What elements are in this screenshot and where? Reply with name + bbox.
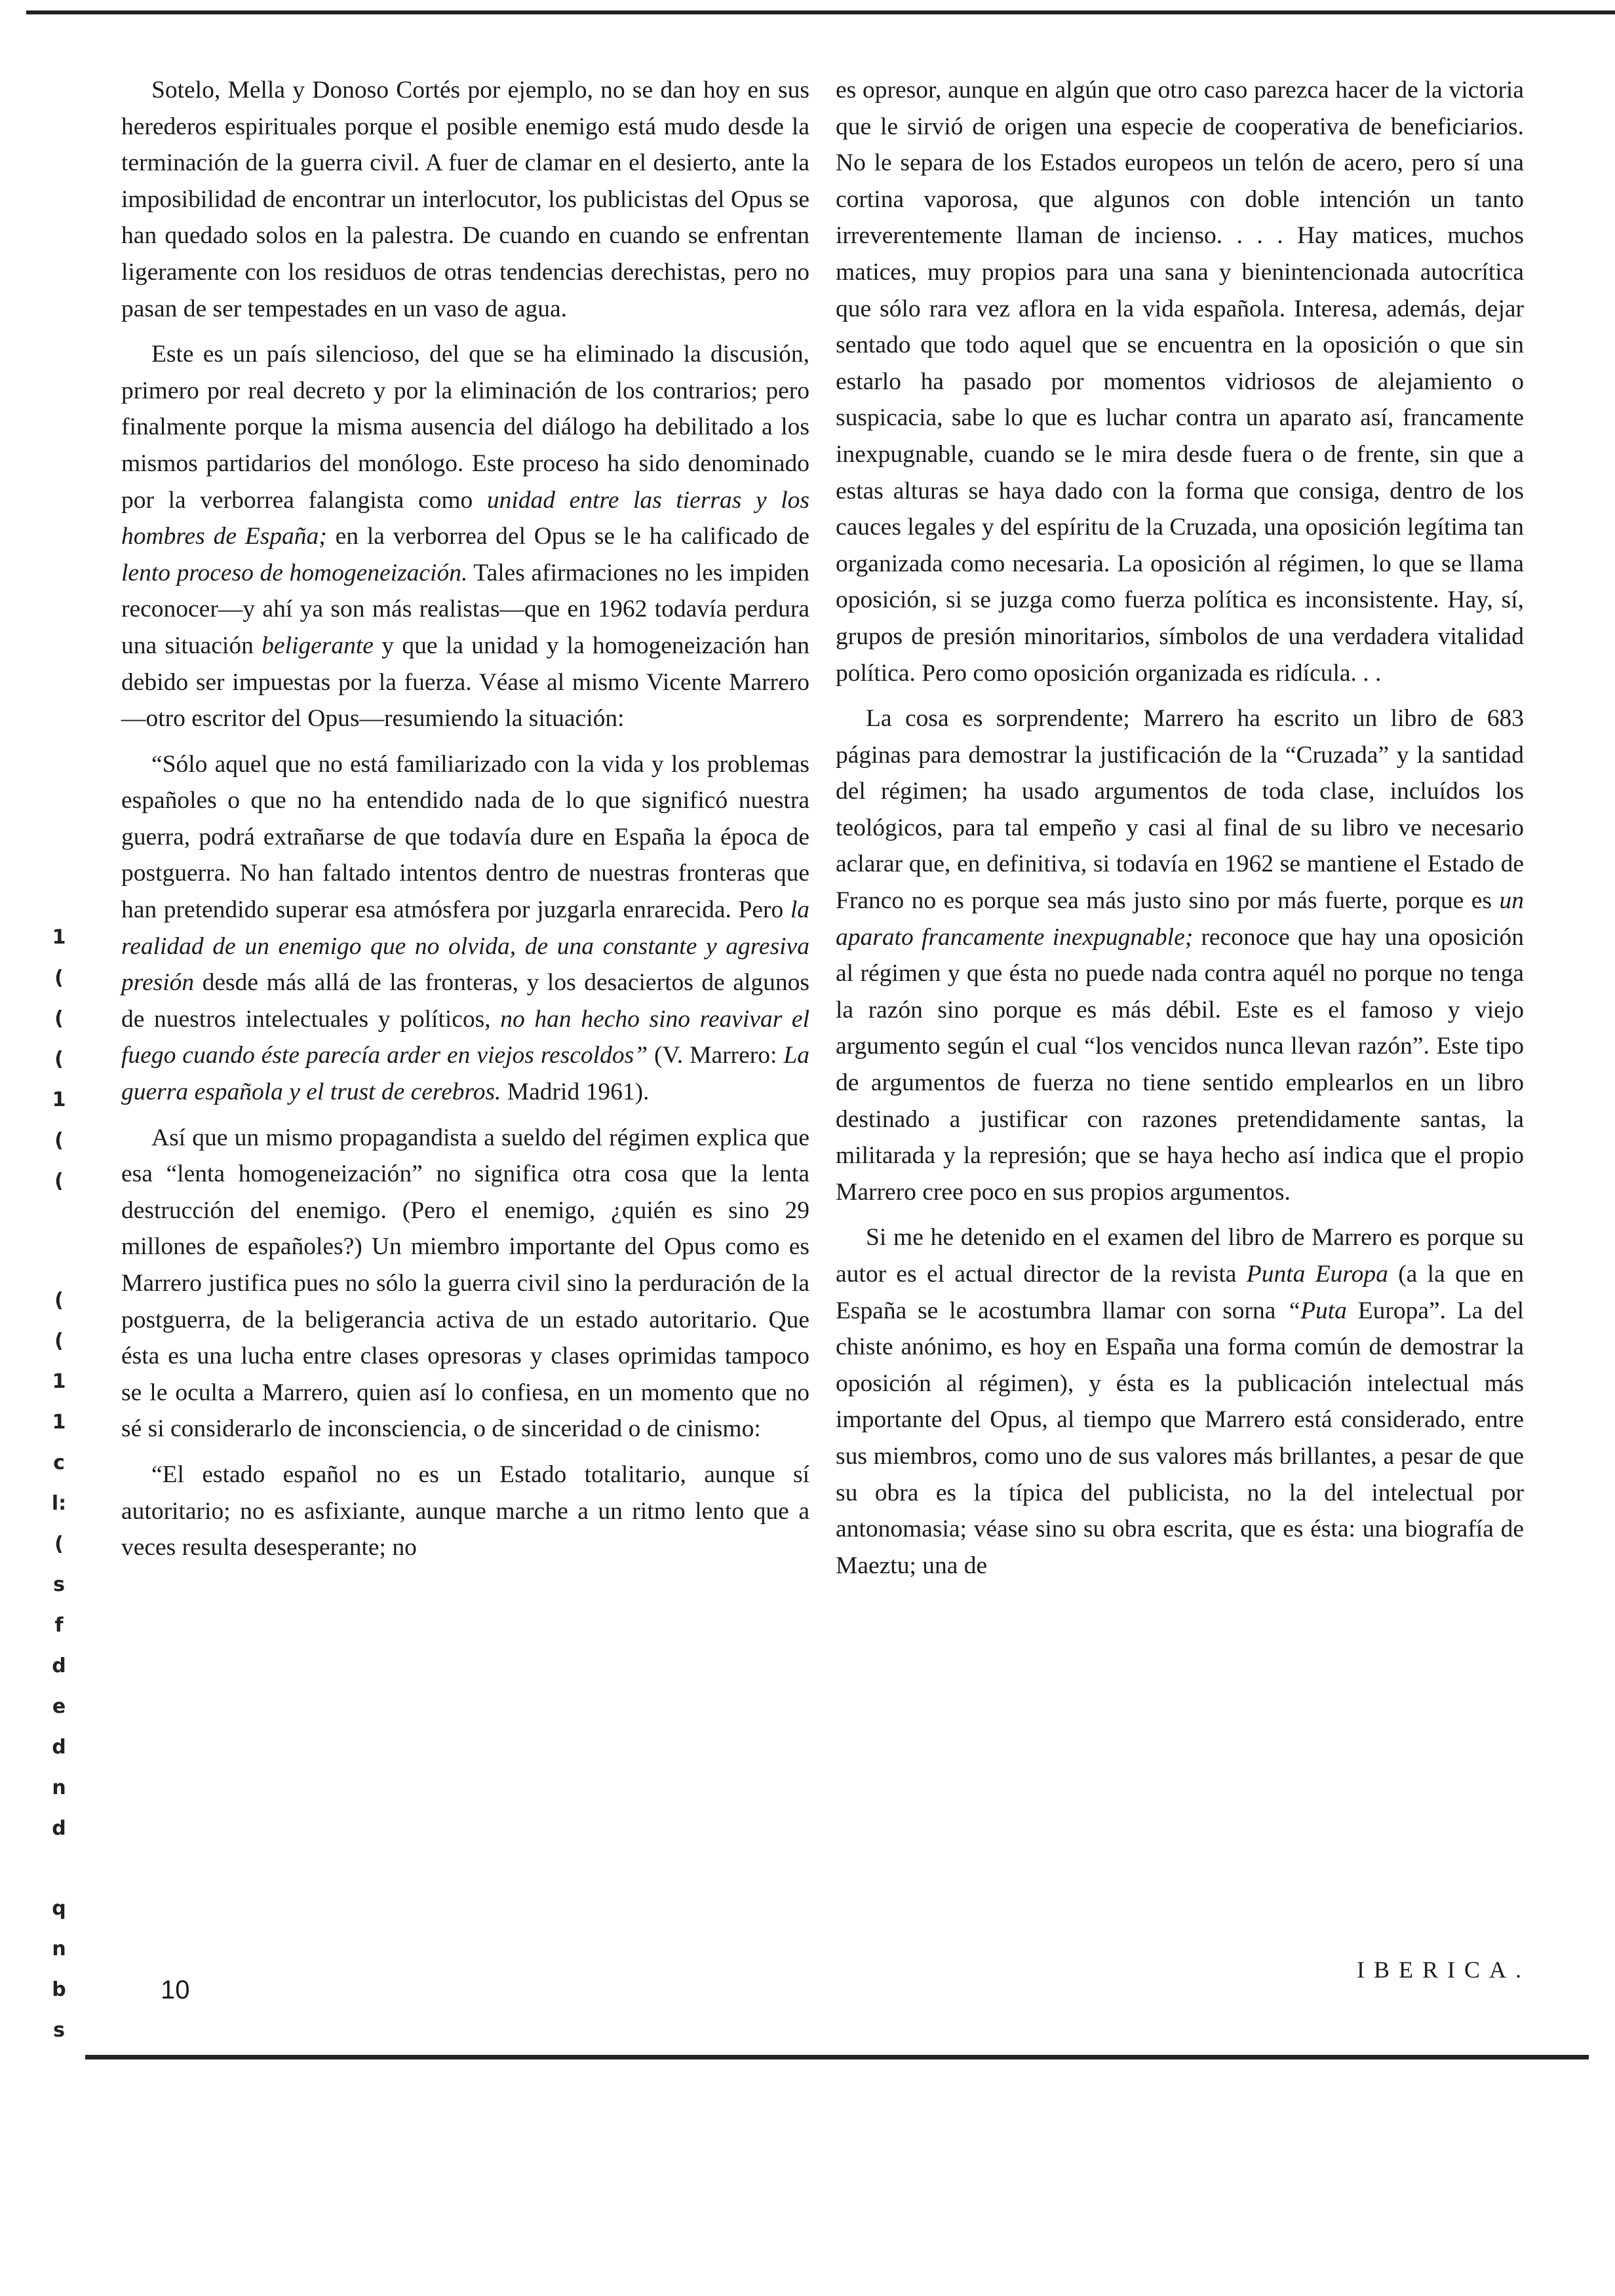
page-number: 10 (161, 1976, 190, 2004)
italic-text: no han hecho sino reavivar el fuego cuando éste parecía arder en viejos rescoldos” (121, 1005, 809, 1069)
italic-text: “Puta (1287, 1297, 1347, 1324)
margin-mark: ( (54, 1289, 64, 1312)
text-run: “Sólo aquel que no está familiarizado con la vida y los problemas españoles o que no ha entendido nada de lo que significó nuestra guerra, podrá extrañarse de que todavía dure en España la época de postguerra. No han faltado intentos dentro de nuestras fronteras que han pretendido superar esa atmósfera por juzgarla enrarecida. Pero (121, 750, 809, 924)
margin-mark: ( (54, 1330, 64, 1352)
italic-text: un aparato francamente inexpugnable; (836, 887, 1524, 951)
bottom-rule (85, 2055, 1589, 2059)
margin-mark: d (52, 1817, 66, 1840)
text-run: Si me he detenido en el examen del libro de Marrero es porque su autor es el actual director de la revista (836, 1224, 1524, 1288)
italic-text: lento proceso de homogeneización. (121, 559, 468, 586)
left-column (121, 72, 809, 1575)
margin-mark: 1 (52, 926, 66, 949)
text-run: Madrid 1961). (501, 1079, 650, 1106)
running-title: IBERICA. (1357, 1957, 1530, 1983)
text-run: Sotelo, Mella y Donoso Cortés por ejemplo, no se dan hoy en sus herederos espirituales porque el posible enemigo está mudo desde la terminación de la guerra civil. A fuer de clamar en el desierto, ante la imposibilidad de encontrar un interlocutor, los publicistas del Opus se han quedado solos en la palestra. De cuando en cuando se enfrentan ligeramente con los residuos de otras tendencias derechistas, pero no pasan de ser tempestades en un vaso de agua. (121, 77, 809, 322)
margin-mark: ( (54, 1129, 64, 1152)
margin-mark: d (52, 1736, 66, 1759)
text-run: (a la que en España se le acostumbra llamar con sorna (836, 1261, 1525, 1324)
margin-mark: e (52, 1695, 66, 1718)
margin-mark: ( (54, 966, 64, 989)
right-column (836, 72, 1524, 1593)
paragraph (121, 746, 809, 1111)
text-run: en la verborrea del Opus se le ha calificado de (326, 523, 809, 550)
margin-mark: ( (54, 1048, 64, 1071)
text-run: Europa”. La del chiste anónimo, es hoy en España una forma común de demostrar la oposición al régimen), y ésta es la publicación intelectual más importante del Opus, al tiempo que Marrero está considerado, entre sus miembros, como uno de sus valores más brillantes, a pesar de que su obra es la típica del publicista, no la del intelectual por antonomasia; véase sino su obra escrita, que es ésta: una biografía de Maeztu; una de (836, 1297, 1525, 1579)
margin-mark: 1 (52, 1411, 66, 1434)
margin-mark: d (52, 1655, 66, 1677)
margin-mark: s (53, 1573, 65, 1596)
margin-mark: ( (54, 1170, 64, 1193)
italic-text: La guerra española y el trust de cerebros. (121, 1042, 809, 1106)
margin-marks-group-1 (46, 917, 72, 1202)
paragraph (836, 700, 1524, 1210)
margin-mark: b (52, 1978, 66, 2001)
margin-mark: 1 (52, 1088, 66, 1111)
margin-marks (46, 917, 72, 2051)
margin-mark: 1 (52, 1370, 66, 1393)
italic-text: la realidad de un enemigo que no olvida, de una constante y agresiva presión (121, 896, 809, 997)
italic-text: beligerante (262, 632, 374, 659)
margin-mark: q (52, 1897, 66, 1920)
margin-mark: l: (51, 1492, 67, 1515)
text-run: reconoce que hay una oposición al régimen y que ésta no puede nada contra aquél no porque no tenga la razón sino porque es más débil. Este es el famoso y viejo argumento según el cual “los vencidos nunca llevan razón”. Este tipo de argumentos de fuerza no tiene sentido emplearlos en un libro destinado a justificar con razones pretendidamente santas, la militarada y la represión; que se haya hecho así indica que el propio Marrero cree poco en sus propios argumentos. (836, 923, 1524, 1206)
margin-marks-group-2 (46, 1280, 72, 1849)
italic-text: unidad entre las tierras y los hombres de España; (121, 486, 810, 550)
margin-mark: ( (54, 1533, 64, 1556)
italic-text: Punta Europa (1246, 1261, 1388, 1288)
paragraph (121, 336, 809, 737)
text-run: es opresor, aunque en algún que otro caso parezca hacer de la victoria que le sirvió de origen una especie de cooperativa de beneficiarios. No le separa de los Estados europeos un telón de acero, pero sí una cortina vaporosa, que algunos con doble intención un tanto irreverentemente llaman de incienso. . . . Hay matices, muchos matices, muy propios para una sana y bienintencionada autocrítica que sólo rara vez aflora en la vida española. Interesa, además, dejar sentado que todo aquel que se encuentra en la oposición o que sin estarlo ha pasado por momentos vidriosos de alejamiento o suspicacia, sabe lo que es luchar contra un aparato así, francamente inexpugnable, cuando se le mira desde fuera o de frente, sin que a estas alturas se haya dado con la forma que consiga, dentro de los cauces legales y del espíritu de la Cruzada, una oposición legítima tan organizada como necesaria. La oposición al régimen, lo que se llama oposición, si se juzga como fuerza política es inconsistente. Hay, sí, grupos de presión minoritarios, símbolos de una verdadera vitalidad política. Pero como oposición organizada es ridícula. . . (836, 77, 1524, 687)
paragraph (121, 1120, 809, 1447)
text-run: y que la unidad y la homogeneización han debido ser impuestas por la fuerza. Véase al mismo Vicente Marrero—otro escritor del Opus—resumiendo la situación: (121, 632, 809, 733)
paragraph (121, 1457, 809, 1566)
top-rule (26, 10, 1615, 14)
text-run: “El estado español no es un Estado totalitario, aunque sí autoritario; no es asfixiante, aunque marche a un ritmo lento que a veces resulta desesperante; no (121, 1461, 809, 1561)
text-run: Así que un mismo propagandista a sueldo del régimen explica que esa “lenta homogeneización” no significa otra cosa que la lenta destrucción del enemigo. (Pero el enemigo, ¿quién es sino 29 millones de españoles?) Un miembro importante del Opus como es Marrero justifica pues no sólo la guerra civil sino la perduración de la postguerra, de la beligerancia activa de un estado autoritario. Que ésta es una lucha entre clases opresoras y clases oprimidas tampoco se le oculta a Marrero, quien así lo confiesa, en un momento que no sé si considerarlo de inconsciencia, o de sinceridad o de cinismo: (121, 1124, 809, 1443)
margin-mark: f (54, 1614, 64, 1637)
paragraph (836, 1219, 1524, 1584)
margin-mark: c (53, 1451, 65, 1474)
text-run: Tales afirmaciones no les impiden reconocer—y ahí ya son más realistas—que en 1962 todavía perdura una situación (121, 559, 810, 659)
paragraph (836, 72, 1524, 691)
text-run: desde más allá de las fronteras, y los desaciertos de algunos de nuestros intelectuales y políticos, (121, 969, 809, 1033)
margin-mark: n (52, 1776, 66, 1799)
text-run: La cosa es sorprendente; Marrero ha escrito un libro de 683 páginas para demostrar la justificación de la “Cruzada” y la santidad del régimen; ha usado argumentos de toda clase, incluídos los teológicos, para tal empeño y casi al final de su libro ve necesario aclarar que, en definitiva, si todavía en 1962 se mantiene el Estado de Franco no es porque sea más justo sino por más fuerte, porque es (836, 705, 1524, 915)
margin-mark: ( (54, 1007, 64, 1030)
text-run: Este es un país silencioso, del que se ha eliminado la discusión, primero por real decreto y por la eliminación de los contrarios; pero finalmente porque la misma ausencia del diálogo ha debilitado a los mismos partidarios del monólogo. Este proceso ha sido denominado por la verborrea falangista como (121, 341, 809, 514)
margin-mark: s (53, 2019, 65, 2042)
paragraph (121, 72, 809, 327)
margin-marks-group-3 (46, 1888, 72, 2051)
margin-mark: n (52, 1938, 66, 1961)
text-run: (V. Marrero: (648, 1042, 784, 1069)
